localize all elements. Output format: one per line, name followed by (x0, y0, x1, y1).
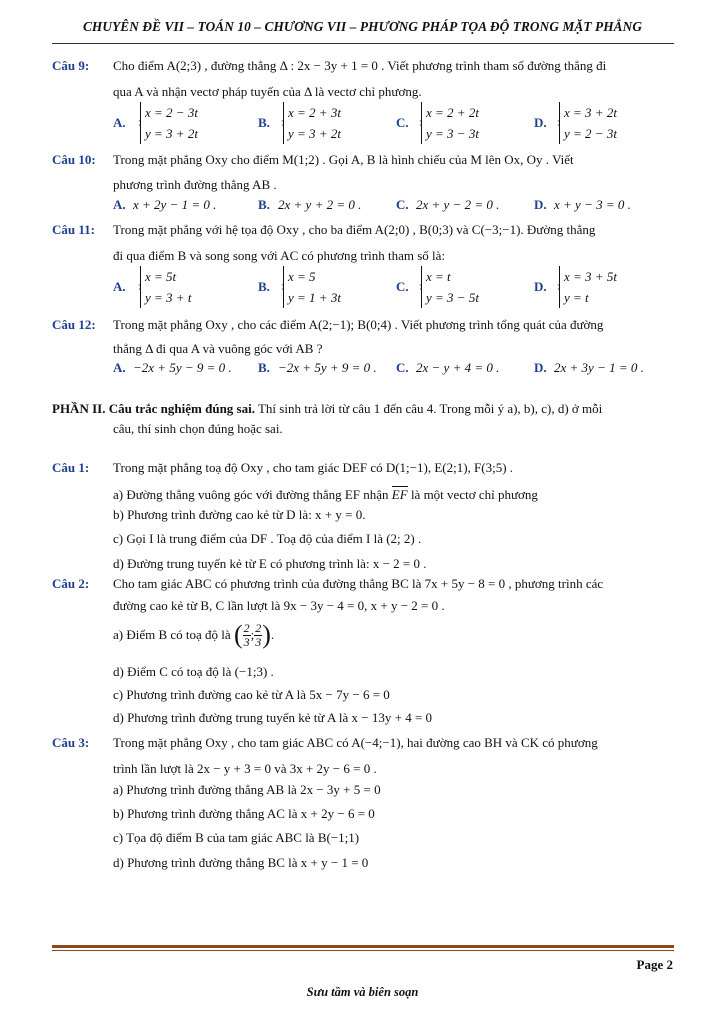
question-11-label: Câu 11: (52, 222, 95, 237)
q9-option-c-eq1: x = 2 + 2t (426, 105, 479, 120)
q9-option-a-eq2: y = 3 + 2t (145, 126, 198, 141)
q11-option-a-label[interactable]: A. (113, 279, 126, 294)
tf-question-2-stem-line1: Cho tam giác ABC có phương trình của đường thẳng BC là 7x + 5y − 8 = 0 , phương trình các (113, 576, 604, 591)
q9-option-c-label[interactable]: C. (396, 115, 409, 130)
coordinate-separator: ; (250, 627, 255, 642)
question-11-stem-line1: Trong mặt phẳng với hệ tọa độ Oxy , cho ba điểm A(2;0) , B(0;3) và C(−3;−1). Đường thẳng (113, 222, 596, 237)
question-11-stem-line2: đi qua điểm B và song song với AC có phương trình tham số là: (113, 248, 446, 263)
vector-ef: EF (391, 487, 408, 502)
q11-option-c-eq2: y = 3 − 5t (426, 290, 479, 305)
q9-option-a-eq1: x = 2 − 3t (145, 105, 198, 120)
tf-q2-statement-a[interactable] (113, 620, 274, 650)
q11-option-b-eq1: x = 5 (288, 269, 316, 284)
tf-q1-statement-d[interactable]: d) Đường trung tuyến kẻ từ E có phương trình là: x − 2 = 0 . (113, 556, 427, 571)
q10-option-b-label[interactable]: B. (258, 197, 270, 212)
q10-option-d-label[interactable]: D. (534, 197, 547, 212)
footer-divider-thin (52, 950, 674, 951)
q11-option-a-eq1: x = 5t (145, 269, 177, 284)
tf-q1-statement-a-post: là một vectơ chỉ phương (407, 487, 538, 502)
q11-option-d-system (559, 266, 617, 308)
fraction-x-den: 3 (243, 634, 250, 649)
tf-question-1-label: Câu 1: (52, 460, 90, 475)
tf-q2-statement-b[interactable]: d) Điểm C có toạ độ là (−1;3) . (113, 664, 274, 679)
part2-intro (52, 401, 602, 417)
q12-option-c-text: 2x − y + 4 = 0 . (416, 360, 500, 375)
q11-option-d-eq1: x = 3 + 5t (564, 269, 617, 284)
q9-option-d-eq2: y = 2 − 3t (564, 126, 617, 141)
q10-option-d-text: x + y − 3 = 0 . (554, 197, 631, 212)
q9-option-d-eq1: x = 3 + 2t (564, 105, 617, 120)
question-9-label: Câu 9: (52, 58, 90, 73)
tf-q2-statement-d[interactable]: d) Phương trình đường trung tuyến kẻ từ A là x − 13y + 4 = 0 (113, 710, 433, 725)
q11-option-c-eq1: x = t (426, 269, 451, 284)
fraction-y-den: 3 (255, 634, 262, 649)
q9-option-d-label[interactable]: D. (534, 115, 547, 130)
tf-q3-statement-a[interactable]: a) Phương trình đường thẳng AB là 2x − 3y + 5 = 0 (113, 782, 381, 797)
q12-option-d-label[interactable]: D. (534, 360, 547, 375)
tf-question-2-label: Câu 2: (52, 576, 90, 591)
paren-close: ) (262, 620, 271, 649)
tf-question-3-stem-line2: trình lần lượt là 2x − y + 3 = 0 và 3x + 2y − 6 = 0 . (113, 761, 377, 776)
q10-option-c-text: 2x + y − 2 = 0 . (416, 197, 500, 212)
q12-option-b-label[interactable]: B. (258, 360, 270, 375)
q9-option-d-system (559, 102, 617, 144)
tf-question-1-stem: Trong mặt phẳng toạ độ Oxy , cho tam giác DEF có D(1;−1), E(2;1), F(3;5) . (113, 460, 514, 475)
page-number: Page 2 (636, 957, 673, 972)
fraction-x (243, 622, 251, 649)
footer-credit: Sưu tầm và biên soạn (306, 985, 419, 999)
q12-option-c-label[interactable]: C. (396, 360, 409, 375)
q12-option-a-label[interactable]: A. (113, 360, 126, 375)
paren-open: ( (233, 620, 243, 649)
question-12-stem-line1: Trong mặt phẳng Oxy , cho các điểm A(2;−1); B(0;4) . Viết phương trình tổng quát của đường (113, 317, 604, 332)
q9-option-a-system (140, 102, 198, 144)
question-9-stem-line2: qua A và nhận vectơ pháp tuyến của Δ là vectơ chỉ phương. (113, 84, 422, 99)
question-9-stem-line1: Cho điểm A(2;3) , đường thẳng Δ : 2x − 3y + 1 = 0 . Viết phương trình tham số đường thẳng đi (113, 58, 607, 73)
tf-question-2-stem-line2: đường cao kẻ từ B, C lần lượt là 9x − 3y − 4 = 0, x + y − 2 = 0 . (113, 598, 445, 613)
part2-intro-line1: Thí sinh trả lời từ câu 1 đến câu 4. Trong mỗi ý a), b), c), d) ở mỗi (254, 401, 603, 416)
q9-option-b-system (283, 102, 341, 144)
part2-intro-line2: câu, thí sinh chọn đúng hoặc sai. (113, 421, 283, 436)
tf-q1-statement-a[interactable] (113, 487, 538, 503)
tf-q2-statement-a-post: . (270, 627, 275, 642)
tf-question-3-label: Câu 3: (52, 735, 90, 750)
q10-option-c-label[interactable]: C. (396, 197, 409, 212)
q11-option-b-system (283, 266, 341, 308)
question-10-stem-line1: Trong mặt phẳng Oxy cho điểm M(1;2) . Gọi A, B là hình chiếu của M lên Ox, Oy . Viết (113, 152, 574, 167)
fraction-x-num: 2 (243, 620, 250, 635)
fraction-y-num: 2 (255, 620, 262, 635)
q12-option-d-text: 2x + 3y − 1 = 0 . (554, 360, 644, 375)
page-header: CHUYÊN ĐỀ VII – TOÁN 10 – CHƯƠNG VII – PHƯƠNG PHÁP TỌA ĐỘ TRONG MẶT PHẲNG (82, 19, 643, 34)
q12-option-a-text: −2x + 5y − 9 = 0 . (133, 360, 232, 375)
q10-option-a-label[interactable]: A. (113, 197, 126, 212)
q11-option-d-eq2: y = t (564, 290, 589, 305)
q10-option-b-text: 2x + y + 2 = 0 . (278, 197, 362, 212)
q11-option-a-system (140, 266, 191, 308)
tf-q2-statement-a-pre: a) Điểm B có toạ độ là (113, 627, 231, 642)
tf-q3-statement-d[interactable]: d) Phương trình đường thẳng BC là x + y − 1 = 0 (113, 855, 369, 870)
question-12-label: Câu 12: (52, 317, 96, 332)
q11-option-b-eq2: y = 1 + 3t (288, 290, 341, 305)
tf-q2-statement-c[interactable]: c) Phương trình đường cao kẻ từ A là 5x − 7y − 6 = 0 (113, 687, 390, 702)
question-10-stem-line2: phương trình đường thẳng AB . (113, 177, 277, 192)
tf-question-3-stem-line1: Trong mặt phẳng Oxy , cho tam giác ABC có A(−4;−1), hai đường cao BH và CK có phương (113, 735, 598, 750)
q11-option-c-label[interactable]: C. (396, 279, 409, 294)
question-10-label: Câu 10: (52, 152, 96, 167)
header-divider (52, 43, 674, 44)
q9-option-b-eq2: y = 3 + 2t (288, 126, 341, 141)
tf-q1-statement-a-pre: a) Đường thẳng vuông góc với đường thẳng EF nhận (113, 487, 392, 502)
q9-option-c-system (421, 102, 479, 144)
tf-q3-statement-b[interactable]: b) Phương trình đường thẳng AC là x + 2y − 6 = 0 (113, 806, 375, 821)
q9-option-c-eq2: y = 3 − 3t (426, 126, 479, 141)
q10-option-a-text: x + 2y − 1 = 0 . (133, 197, 217, 212)
tf-q3-statement-c[interactable]: c) Tọa độ điểm B của tam giác ABC là B(−1;1) (113, 830, 360, 845)
part2-title: PHẦN II. Câu trắc nghiệm đúng sai. (52, 401, 255, 416)
tf-q1-statement-b[interactable]: b) Phương trình đường cao kẻ từ D là: x + y = 0. (113, 507, 366, 522)
q9-option-b-label[interactable]: B. (258, 115, 270, 130)
q9-option-b-eq1: x = 2 + 3t (288, 105, 341, 120)
footer-divider-thick (52, 945, 674, 948)
q11-option-a-eq2: y = 3 + t (145, 290, 192, 305)
q12-option-b-text: −2x + 5y + 9 = 0 . (278, 360, 377, 375)
q11-option-b-label[interactable]: B. (258, 279, 270, 294)
q9-option-a-label[interactable]: A. (113, 115, 126, 130)
tf-q1-statement-c[interactable]: c) Gọi I là trung điểm của DF . Toạ độ của điểm I là (2; 2) . (113, 531, 422, 546)
q11-option-c-system (421, 266, 479, 308)
question-12-stem-line2: thẳng Δ đi qua A và vuông góc với AB ? (113, 341, 323, 356)
q11-option-d-label[interactable]: D. (534, 279, 547, 294)
